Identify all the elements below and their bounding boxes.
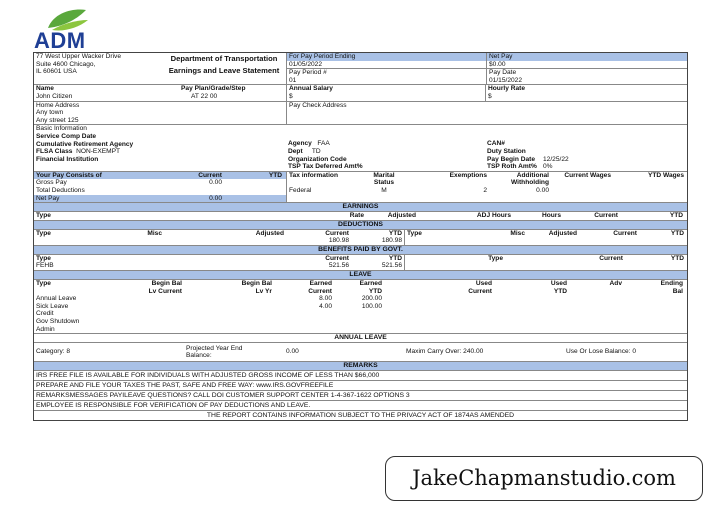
leave-bal-header: Bal bbox=[672, 287, 683, 295]
deductions-band bbox=[34, 220, 687, 229]
employee-row bbox=[34, 84, 687, 100]
tax-info-header: Tax information bbox=[289, 171, 338, 179]
pay-plan-value: AT 22 00 bbox=[191, 92, 218, 100]
deductions-type2-header: Type bbox=[407, 229, 422, 237]
leave-earned-ytd: 200.00 bbox=[361, 295, 382, 303]
hourly-rate-label: Hourly Rate bbox=[488, 85, 526, 93]
benefits-band bbox=[34, 245, 687, 254]
pay-plan-label: Pay Plan/Grade/Step bbox=[181, 85, 246, 93]
leave-earned-ytd: 100.00 bbox=[361, 302, 382, 310]
leave-lv-current-header: Lv Current bbox=[148, 287, 182, 295]
deductions-ytd-header: YTD bbox=[388, 229, 402, 237]
marital-header: Marital bbox=[373, 171, 395, 179]
earnings-adjusted-header: Adjusted bbox=[387, 212, 416, 220]
basic-info-title: Basic Information bbox=[36, 125, 87, 133]
remarks-band bbox=[34, 361, 687, 370]
remarks-title: REMARKS bbox=[343, 362, 378, 370]
earnings-ytd-header: YTD bbox=[669, 212, 683, 220]
deductions-current-header: Current bbox=[325, 229, 349, 237]
can-label: CAN# bbox=[487, 140, 505, 148]
pay-check-address-label: Pay Check Address bbox=[289, 101, 347, 109]
leave-table bbox=[34, 279, 687, 333]
pay-period-label: Pay Period # bbox=[287, 68, 486, 77]
deductions-misc-header: Misc bbox=[147, 229, 162, 237]
net-pay-row-label: Net Pay bbox=[36, 194, 60, 202]
deductions-title: DEDUCTIONS bbox=[338, 220, 383, 228]
remark-text: EMPLOYEE IS RESPONSIBLE FOR VERIFICATION OF PAY DEDUCTIONS AND LEAVE. bbox=[36, 402, 311, 410]
dept-label: Dept bbox=[288, 147, 303, 155]
net-pay-label: Net Pay bbox=[487, 53, 687, 61]
earnings-adj-hours-header: ADJ Hours bbox=[476, 212, 511, 220]
leave-band bbox=[34, 270, 687, 279]
gross-pay-label: Gross Pay bbox=[36, 179, 67, 187]
leave-begin-bal-header: Begin Bal bbox=[151, 280, 182, 288]
home-address-line: Any town bbox=[36, 109, 64, 117]
pay-check-address bbox=[286, 102, 685, 125]
period-block bbox=[286, 53, 486, 84]
retirement-agency-label: Cumulative Retirement Agency bbox=[36, 140, 134, 148]
projected-value: 0.00 bbox=[286, 348, 299, 356]
leave-earned-ytd-header: YTD bbox=[368, 287, 382, 295]
deductions-type-header: Type bbox=[36, 229, 51, 237]
leave-earned-header: Earned bbox=[309, 280, 332, 288]
benefits-type-value: FEHB bbox=[36, 262, 54, 270]
home-address bbox=[34, 102, 286, 125]
salary-cell bbox=[286, 85, 485, 100]
name-value: John Citizen bbox=[36, 92, 73, 100]
address-line: 77 West Upper Wacker Drive bbox=[36, 53, 122, 60]
annual-leave-title: ANNUAL LEAVE bbox=[334, 334, 387, 342]
earnings-header-row bbox=[34, 211, 687, 220]
name-cell bbox=[34, 85, 179, 100]
leave-ending-header: Ending bbox=[660, 280, 683, 288]
leave-lv-yr-header: Lv Yr bbox=[255, 287, 272, 295]
hourly-cell bbox=[485, 85, 685, 100]
federal-label: Federal bbox=[289, 186, 312, 194]
remark-text: REMARKSMESSAGES PAYILEAVE QUESTIONS? CALL DOI CUSTOMER SUPPORT CENTER 1-4-367-1622 OPTIONS 3 bbox=[36, 392, 410, 400]
employer-address bbox=[34, 53, 162, 84]
benefits-type2-header: Type bbox=[488, 254, 503, 262]
deductions-row bbox=[34, 229, 687, 245]
benefits-current-header: Current bbox=[325, 254, 349, 262]
earnings-type-header: Type bbox=[36, 212, 51, 220]
pay-date-label: Pay Date bbox=[487, 68, 687, 77]
remarks-line bbox=[34, 390, 687, 400]
deductions-adjusted-header: Adjusted bbox=[255, 229, 284, 237]
gross-pay-current: 0.00 bbox=[209, 179, 222, 187]
current-wages-header: Current Wages bbox=[564, 171, 611, 179]
pay-date-value: 01/15/2022 bbox=[489, 76, 523, 84]
leave-used-header: Used bbox=[475, 280, 492, 288]
use-or-lose-balance: Use Or Lose Balance: 0 bbox=[566, 348, 637, 356]
leave-type: Sick Leave bbox=[36, 302, 69, 310]
remarks-line bbox=[34, 380, 687, 390]
leave-earned-current: 4.00 bbox=[319, 302, 332, 310]
leave-earned2-header: Earned bbox=[359, 280, 382, 288]
deductions-ytd2-header: YTD bbox=[670, 229, 684, 237]
flsa-class-value: NON-EXEMPT bbox=[76, 148, 121, 156]
leave-used2-header: Used bbox=[550, 280, 567, 288]
earnings-hours-header: Hours bbox=[541, 212, 561, 220]
address-line: IL 60601 USA bbox=[36, 68, 77, 76]
remark-text: IRS FREE FILE IS AVAILABLE FOR INDIVIDUALS WITH ADJUSTED GROSS INCOME OF LESS THAN $66,000 bbox=[36, 372, 380, 380]
hourly-rate-value: $ bbox=[488, 92, 492, 100]
service-comp-date-label: Service Comp Date bbox=[36, 132, 97, 140]
tsp-roth-label: TSP Roth Amt% bbox=[487, 163, 537, 171]
annual-leave-row bbox=[34, 342, 687, 361]
net-pay-value: $0.00 bbox=[489, 60, 506, 68]
privacy-notice: THE REPORT CONTAINS INFORMATION SUBJECT TO THE PRIVACY ACT OF 1874AS AMENDED bbox=[206, 412, 515, 420]
benefits-title: BENEFITS PAID BY GOVT. bbox=[318, 245, 403, 253]
leave-type: Annual Leave bbox=[36, 295, 77, 303]
pay-begin-value: 12/25/22 bbox=[543, 155, 569, 163]
earnings-title: EARNINGS bbox=[342, 203, 379, 211]
benefits-type-header: Type bbox=[36, 254, 51, 262]
annual-leave-band bbox=[34, 333, 687, 342]
benefits-ytd-value: 521.56 bbox=[381, 262, 402, 270]
net-pay-row-current: 0.00 bbox=[209, 194, 222, 202]
header-row bbox=[34, 53, 687, 84]
statement-title-block bbox=[162, 53, 286, 84]
name-label: Name bbox=[36, 85, 54, 93]
remarks-line bbox=[34, 370, 687, 380]
basic-info-row bbox=[34, 124, 687, 170]
studio-watermark: JakeChapmanstudio.com bbox=[385, 456, 703, 501]
leave-type: Gov Shutdown bbox=[36, 318, 80, 326]
remarks-line bbox=[34, 400, 687, 410]
financial-institution-label: Financial Institution bbox=[36, 155, 99, 163]
net-pay-block bbox=[486, 53, 687, 84]
address-line: Suite 4600 Chicago, bbox=[36, 60, 96, 68]
deductions-ytd-value: 180.98 bbox=[381, 237, 402, 245]
pay-ytd-header: YTD bbox=[268, 171, 282, 179]
home-address-label: Home Address bbox=[36, 101, 80, 109]
leave-adv-header: Adv bbox=[609, 280, 622, 288]
withholding-header: Withholding bbox=[510, 179, 549, 187]
leave-earned-current-header: Current bbox=[308, 287, 332, 295]
tax-info-table bbox=[286, 172, 686, 202]
total-deductions-label: Total Deductions bbox=[36, 186, 85, 194]
federal-exemptions: 2 bbox=[483, 186, 487, 194]
department-title: Department of Transportation bbox=[170, 54, 278, 63]
federal-withholding: 0.00 bbox=[536, 186, 549, 194]
status-header: Status bbox=[373, 179, 395, 187]
deductions-adjusted2-header: Adjusted bbox=[548, 229, 577, 237]
benefits-current-value: 521.56 bbox=[328, 262, 349, 270]
max-carry-over: Maxim Carry Over: 240.00 bbox=[406, 348, 484, 356]
deductions-misc2-header: Misc bbox=[510, 229, 525, 237]
pay-consists-header: Your Pay Consists of bbox=[36, 171, 102, 179]
leave-type: Admin bbox=[36, 325, 55, 333]
benefits-row bbox=[34, 254, 687, 270]
projected-label-line1: Projected Year End bbox=[186, 344, 243, 352]
home-address-line: Any street 125 bbox=[36, 116, 79, 124]
earnings-current-header: Current bbox=[594, 212, 618, 220]
annual-salary-value: $ bbox=[289, 92, 293, 100]
pay-current-header: Current bbox=[198, 171, 222, 179]
basic-info-middle bbox=[286, 125, 485, 170]
ytd-wages-header: YTD Wages bbox=[647, 171, 684, 179]
dept-value: TD bbox=[311, 147, 321, 155]
earnings-rate-header: Rate bbox=[349, 212, 364, 220]
basic-info-right bbox=[485, 125, 685, 170]
pay-plan-cell bbox=[179, 85, 286, 100]
additional-header: Additional bbox=[516, 171, 549, 179]
leave-used-current-header: Current bbox=[468, 287, 492, 295]
flsa-class-label: FLSA Class bbox=[36, 148, 73, 156]
logo-text: ADM bbox=[34, 28, 86, 53]
deductions-current-value: 180.98 bbox=[328, 237, 349, 245]
pay-period-value: 01 bbox=[289, 76, 297, 84]
period-ending-value: 01/05/2022 bbox=[289, 60, 323, 68]
annual-salary-label: Annual Salary bbox=[289, 85, 333, 93]
pay-begin-label: Pay Begin Date bbox=[487, 155, 536, 163]
remark-text: PREPARE AND FILE YOUR TAXES THE PAST, SAFE AND FREE WAY: www.IRS.GOVFREEFILE bbox=[36, 382, 334, 390]
pay-tax-row bbox=[34, 171, 687, 202]
deductions-current2-header: Current bbox=[613, 229, 637, 237]
tsp-roth-value: 0% bbox=[543, 163, 553, 171]
leave-title: LEAVE bbox=[349, 271, 372, 279]
agency-value: FAA bbox=[317, 140, 330, 148]
benefits-ytd2-header: YTD bbox=[670, 254, 684, 262]
category-value: Category: 8 bbox=[36, 348, 71, 356]
org-code-label: Organization Code bbox=[288, 155, 347, 163]
benefits-ytd-header: YTD bbox=[388, 254, 402, 262]
benefits-current2-header: Current bbox=[599, 254, 623, 262]
projected-label bbox=[184, 345, 284, 360]
agency-label: Agency bbox=[288, 140, 312, 148]
privacy-row bbox=[34, 410, 687, 420]
tsp-deferred-label: TSP Tax Deferred Amt% bbox=[288, 163, 363, 171]
earnings-band bbox=[34, 202, 687, 211]
leave-begin-bal2-header: Begin Bal bbox=[241, 280, 272, 288]
leave-type-header: Type bbox=[36, 280, 51, 288]
pay-consists-table bbox=[34, 172, 286, 202]
projected-label-line2: Balance: bbox=[186, 352, 212, 360]
leave-used-ytd-header: YTD bbox=[553, 287, 567, 295]
earnings-leave-statement bbox=[33, 52, 688, 421]
duty-station-label: Duty Station bbox=[487, 147, 526, 155]
address-row bbox=[34, 101, 687, 125]
leave-earned-current: 8.00 bbox=[319, 295, 332, 303]
exemptions-header: Exemptions bbox=[449, 171, 487, 179]
statement-title: Earnings and Leave Statement bbox=[168, 66, 280, 75]
basic-info-left bbox=[34, 125, 286, 170]
leave-type: Credit bbox=[36, 310, 54, 318]
federal-marital: M bbox=[381, 186, 387, 194]
period-ending-label: For Pay Period Ending bbox=[287, 53, 486, 61]
